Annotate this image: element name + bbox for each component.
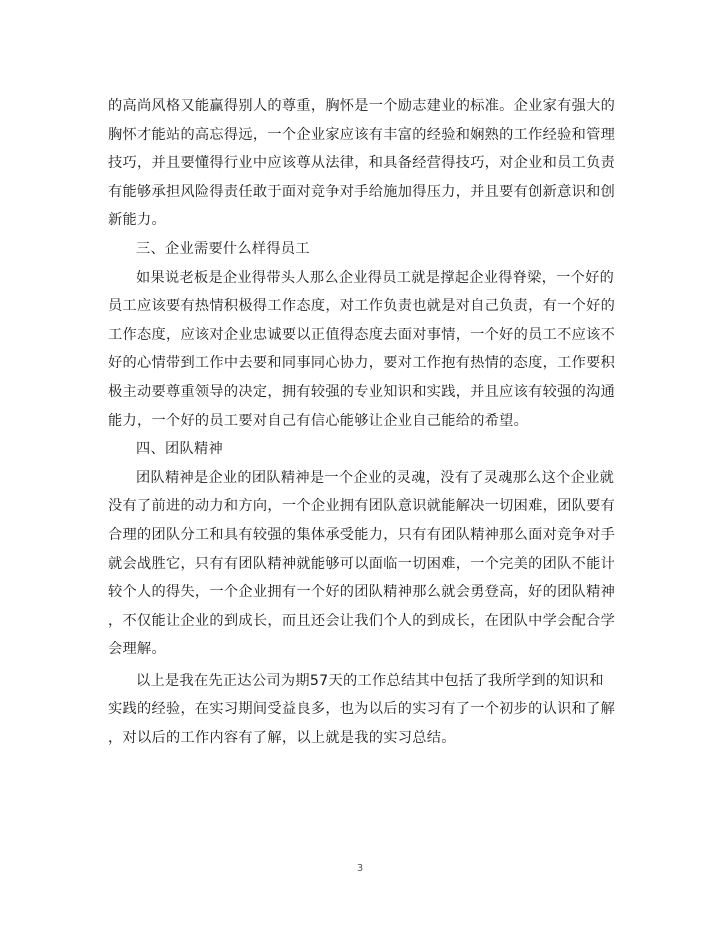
text-line: 工作态度，应该对企业忠诚要以正值得态度去面对事情，一个好的员工不应该不: [108, 326, 616, 343]
text-line: 极主动要尊重领导的决定，拥有较强的专业知识和实践，并且应该有较强的沟通: [108, 383, 616, 400]
text-line: 较个人的得失，一个企业拥有一个好的团队精神那么就会勇登高，好的团队精神: [108, 584, 616, 601]
text-line: 以上是我在先正达公司为期57天的工作总结其中包括了我所学到的知识和: [136, 672, 604, 689]
text-line: 团队精神是企业的团队精神是一个企业的灵魂，没有了灵魂那么这个企业就: [136, 469, 615, 486]
page-number: 3: [356, 863, 364, 874]
text-line: 的高尚风格又能赢得别人的尊重，胸怀是一个励志建业的标准。企业家有强大的: [108, 98, 616, 114]
text-line: 没有了前进的动力和方向，一个企业拥有团队意识就能解决一切困难，团队要有: [108, 498, 616, 515]
text-line: 员工应该要有热情积极得工作态度，对工作负责也就是对自己负责，有一个好的: [108, 298, 616, 315]
paragraph-leadership: [108, 92, 618, 235]
text-line: 会理解。: [108, 641, 166, 658]
text-line: 胸怀才能站的高忘得远，一个企业家应该有丰富的经验和娴熟的工作经验和管理: [108, 126, 616, 143]
text-line: 合理的团队分工和具有较强的集体承受能力，只有有团队精神那么面对竞争对手: [108, 526, 616, 543]
text-line: ，不仅能让企业的到成长，而且还会让我们个人的到成长，在团队中学会配合学: [108, 612, 616, 629]
text-line: 好的心情带到工作中去要和同事同心协力，要对工作抱有热情的态度，工作要积: [108, 355, 616, 372]
text-line: 新能力。: [108, 212, 166, 229]
document-body: [108, 92, 618, 753]
text-line: 有能够承担风险得责任敢于面对竞争对手给施加得压力，并且要有创新意识和创: [108, 183, 616, 200]
text-line: 就会战胜它，只有有团队精神就能够可以面临一切困难，一个完美的团队不能计: [108, 555, 616, 572]
paragraph-employees: [108, 264, 618, 436]
section-heading-teamwork: 四、团队精神: [136, 441, 223, 458]
paragraph-teamwork: [108, 464, 618, 664]
paragraph-conclusion: [108, 667, 618, 753]
text-line: 实践的经验，在实习期间受益良多，也为以后的实习有了一个初步的认识和了解: [108, 701, 616, 718]
text-line: 技巧，并且要懂得行业中应该尊从法律，和具备经营得技巧，对企业和员工负责: [108, 155, 616, 172]
section-heading-employees: 三、企业需要什么样得员工: [136, 240, 310, 257]
text-line: ，对以后的工作内容有了解，以上就是我的实习总结。: [108, 730, 456, 747]
text-line: 能力，一个好的员工要对自己有信心能够让企业自己能给的希望。: [108, 412, 529, 429]
text-line: 如果说老板是企业得带头人那么企业得员工就是撑起企业得脊梁，一个好的: [136, 269, 615, 286]
